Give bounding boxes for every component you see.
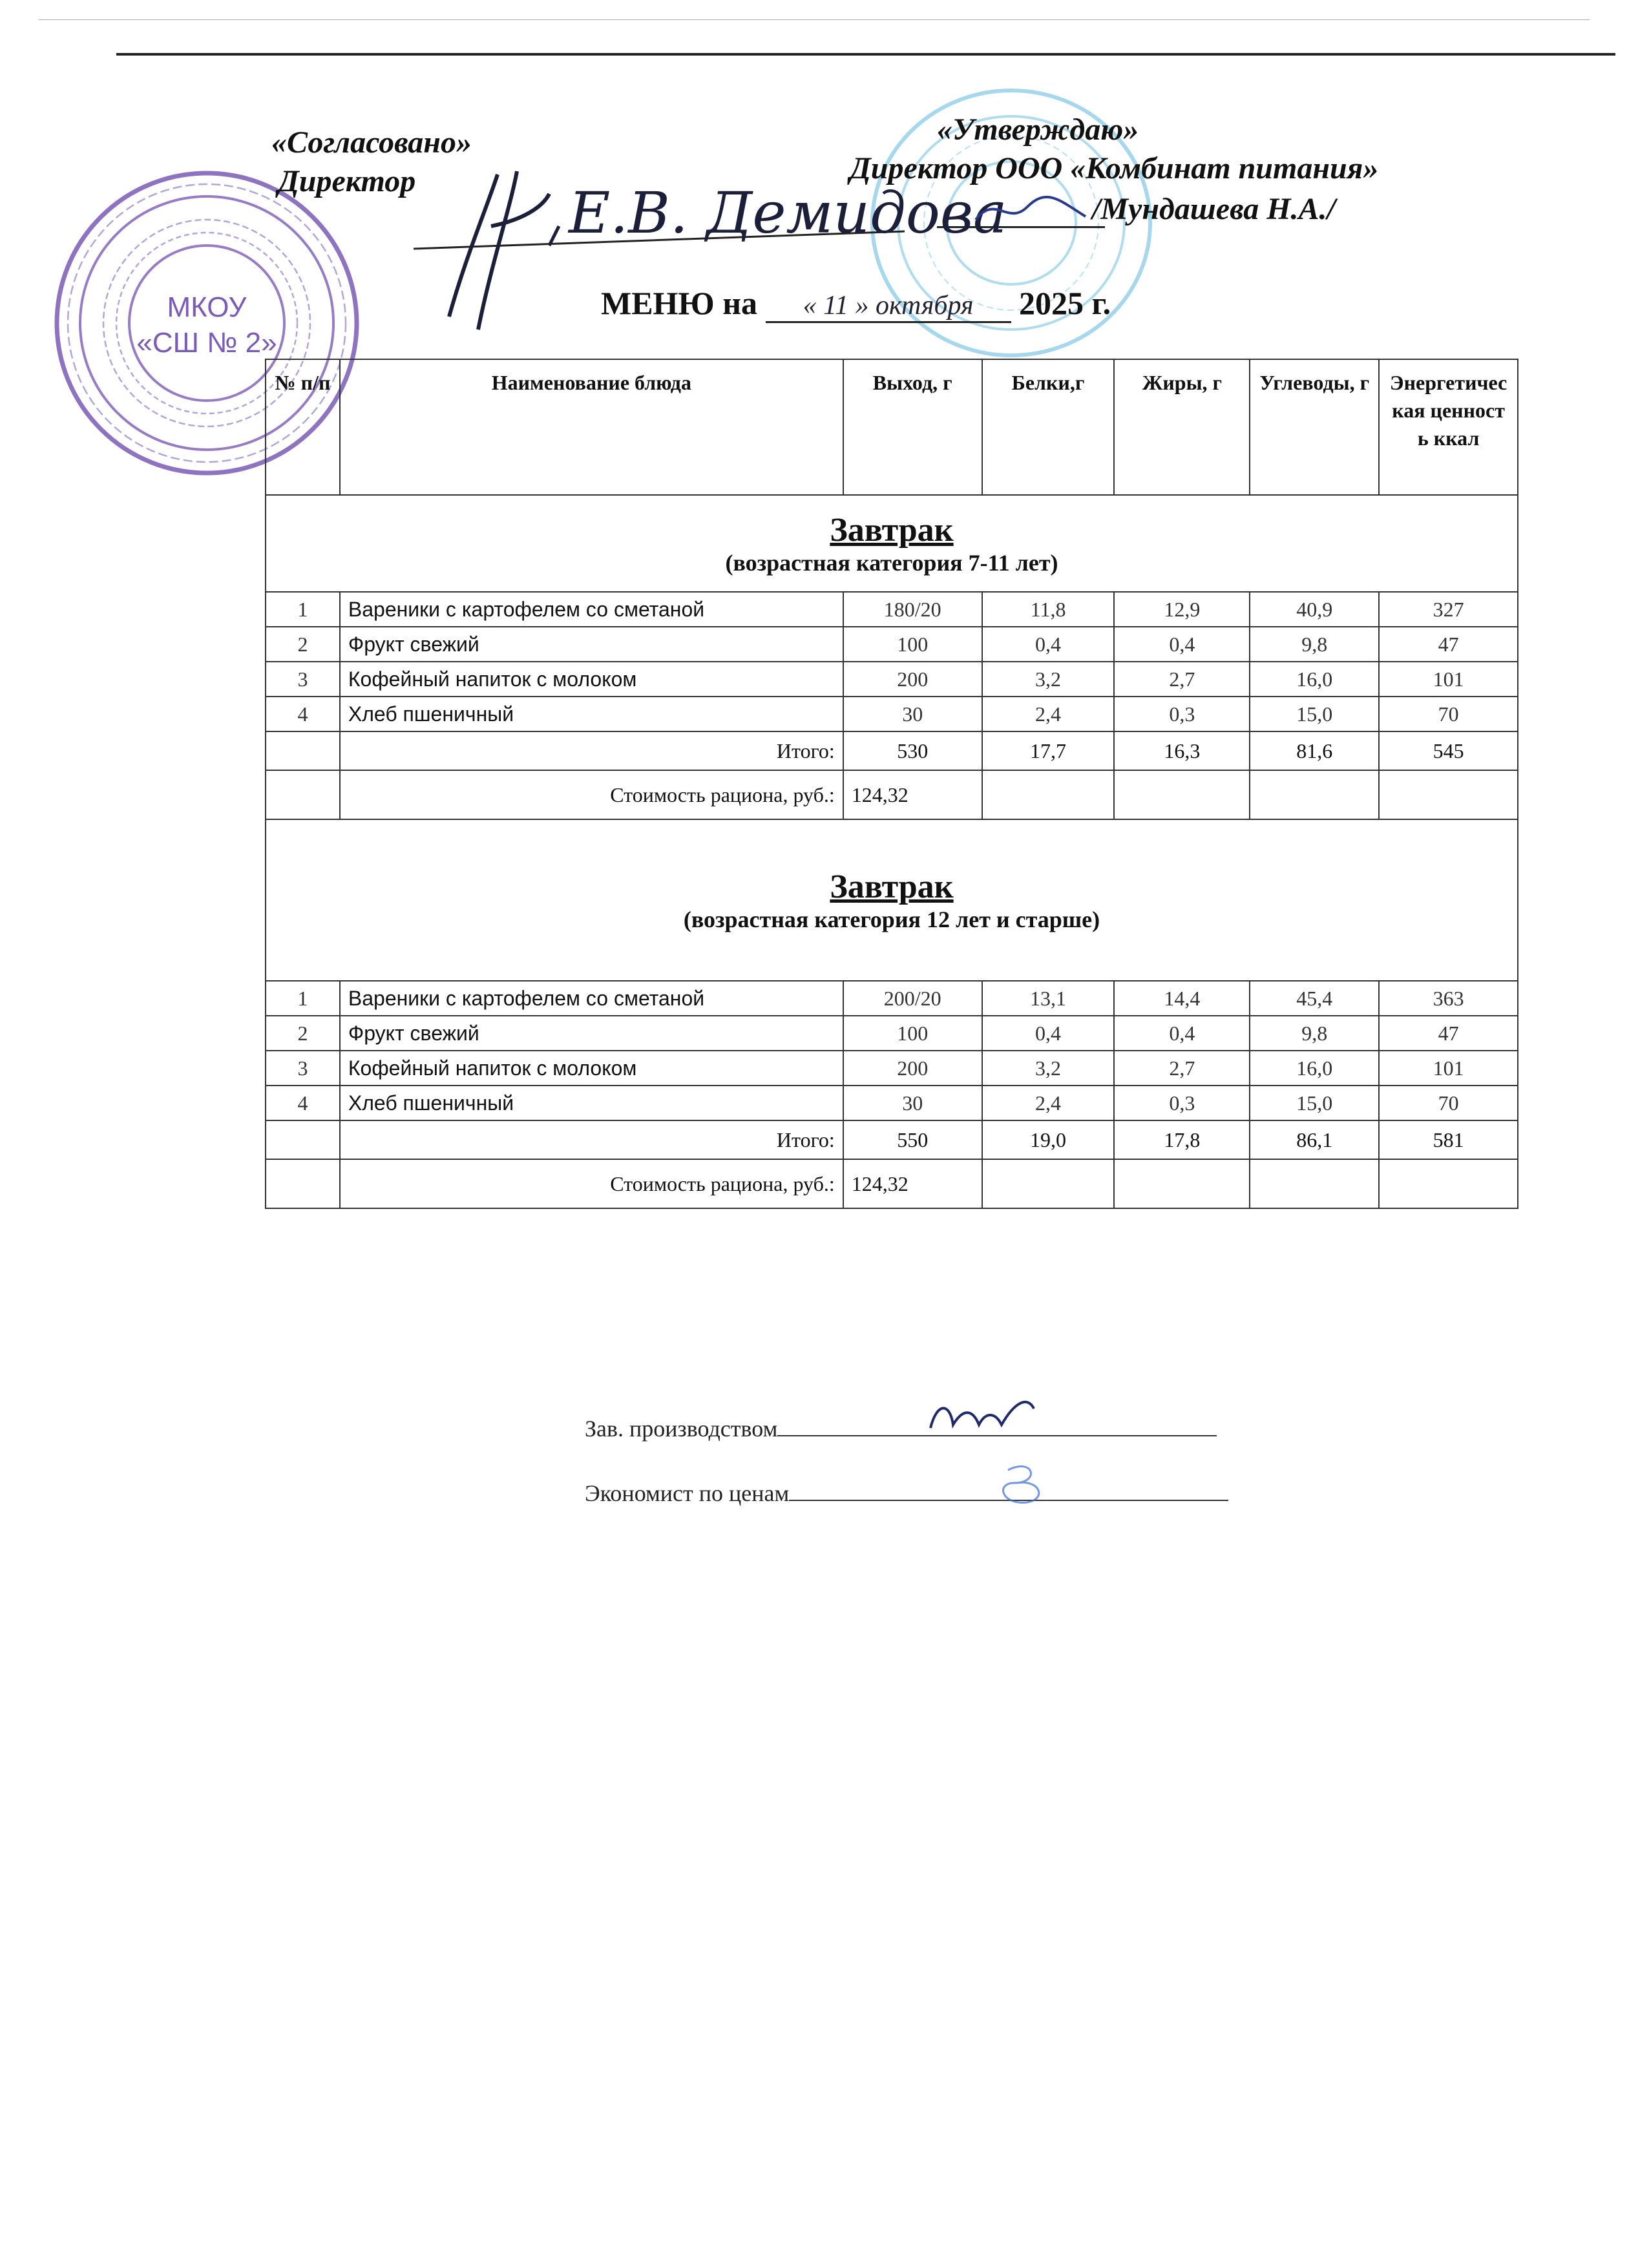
cost-row — [266, 1159, 1518, 1208]
footer-economist — [585, 1480, 1228, 1507]
cell-fat: 0,3 — [1114, 697, 1250, 731]
cell-carbs: 16,0 — [1250, 662, 1379, 697]
cell-fat: 0,3 — [1114, 1086, 1250, 1120]
cell-kcal: 363 — [1379, 981, 1518, 1016]
cell-carbs: 9,8 — [1250, 1016, 1379, 1051]
table-header-row — [266, 359, 1518, 495]
cell-kcal: 327 — [1379, 592, 1518, 627]
menu-title — [601, 284, 1111, 323]
cell-yield: 180/20 — [843, 592, 982, 627]
cell-n: 3 — [266, 662, 340, 697]
cell-protein: 13,1 — [982, 981, 1115, 1016]
cell-yield: 200/20 — [843, 981, 982, 1016]
menu-table — [265, 359, 1518, 1209]
cell-empty — [1379, 770, 1518, 819]
cell-name: Кофейный напиток с молоком — [340, 662, 843, 697]
cell-n: 1 — [266, 981, 340, 1016]
cell-n: 3 — [266, 1051, 340, 1086]
cell-yield: 100 — [843, 627, 982, 662]
total-carbs: 86,1 — [1250, 1120, 1379, 1159]
menu-date-handwritten: « 11 » октября — [766, 290, 1011, 323]
scan-edge-line — [39, 19, 1590, 20]
cell-fat: 2,7 — [1114, 1051, 1250, 1086]
cell-n: 2 — [266, 1016, 340, 1051]
col-header-name: Наименование блюда — [340, 359, 843, 495]
stamp-center-bottom: «СШ № 2» — [136, 327, 277, 359]
table-row — [266, 592, 1518, 627]
total-kcal: 545 — [1379, 731, 1518, 770]
cell-yield: 30 — [843, 1086, 982, 1120]
col-header-yield: Выход, г — [843, 359, 982, 495]
agreed-label: «Согласовано» — [271, 125, 472, 160]
cell-kcal: 70 — [1379, 1086, 1518, 1120]
cell-carbs: 40,9 — [1250, 592, 1379, 627]
cell-protein: 3,2 — [982, 662, 1115, 697]
total-fat: 16,3 — [1114, 731, 1250, 770]
cell-name: Фрукт свежий — [340, 627, 843, 662]
cell-fat: 0,4 — [1114, 627, 1250, 662]
cell-name: Фрукт свежий — [340, 1016, 843, 1051]
top-rule — [116, 53, 1615, 56]
cell-protein: 11,8 — [982, 592, 1115, 627]
col-header-fat: Жиры, г — [1114, 359, 1250, 495]
total-yield: 530 — [843, 731, 982, 770]
cell-empty — [266, 731, 340, 770]
table-body — [266, 495, 1518, 1208]
cell-kcal: 101 — [1379, 1051, 1518, 1086]
cell-carbs: 45,4 — [1250, 981, 1379, 1016]
cell-name: Хлеб пшеничный — [340, 697, 843, 731]
table-row — [266, 1016, 1518, 1051]
col-header-n: № п/п — [266, 359, 340, 495]
cell-fat: 0,4 — [1114, 1016, 1250, 1051]
cell-n: 4 — [266, 1086, 340, 1120]
total-fat: 17,8 — [1114, 1120, 1250, 1159]
cell-n: 1 — [266, 592, 340, 627]
menu-title-prefix: МЕНЮ на — [601, 285, 758, 321]
approve-name: /Мундашева Н.А./ — [1092, 192, 1336, 226]
footer-economist-label: Экономист по ценам — [585, 1480, 790, 1506]
approve-label: «Утверждаю» — [937, 112, 1139, 147]
stamp-center-top: МКОУ — [167, 291, 247, 323]
economist-signature — [995, 1457, 1053, 1509]
cell-empty — [266, 1159, 340, 1208]
cell-name: Вареники с картофелем со сметаной — [340, 981, 843, 1016]
cell-yield: 30 — [843, 697, 982, 731]
cell-yield: 200 — [843, 662, 982, 697]
cell-protein: 0,4 — [982, 627, 1115, 662]
table-row — [266, 1086, 1518, 1120]
production-signature — [924, 1389, 1053, 1441]
cell-kcal: 47 — [1379, 1016, 1518, 1051]
total-label: Итого: — [340, 731, 843, 770]
section-header-row — [266, 495, 1518, 592]
cell-carbs: 15,0 — [1250, 1086, 1379, 1120]
col-header-kcal: Энергетическая ценность ккал — [1379, 359, 1518, 495]
cell-empty — [266, 1120, 340, 1159]
cell-fat: 14,4 — [1114, 981, 1250, 1016]
total-kcal: 581 — [1379, 1120, 1518, 1159]
section-header-row — [266, 819, 1518, 981]
cost-label: Стоимость рациона, руб.: — [340, 770, 843, 819]
total-row — [266, 1120, 1518, 1159]
cost-value: 124,32 — [843, 770, 982, 819]
cell-name: Вареники с картофелем со сметаной — [340, 592, 843, 627]
cost-label: Стоимость рациона, руб.: — [340, 1159, 843, 1208]
approve-role: Директор ООО «Комбинат питания» — [850, 151, 1379, 185]
cell-kcal: 47 — [1379, 627, 1518, 662]
total-protein: 19,0 — [982, 1120, 1115, 1159]
cell-name: Кофейный напиток с молоком — [340, 1051, 843, 1086]
col-header-protein: Белки,г — [982, 359, 1115, 495]
section-header — [266, 819, 1518, 981]
cell-yield: 100 — [843, 1016, 982, 1051]
table-row — [266, 662, 1518, 697]
cell-n: 4 — [266, 697, 340, 731]
cell-empty — [982, 770, 1115, 819]
cell-carbs: 16,0 — [1250, 1051, 1379, 1086]
section-subtitle: (возрастная категория 12 лет и старше) — [683, 906, 1100, 932]
cell-empty — [1114, 770, 1250, 819]
cell-protein: 2,4 — [982, 697, 1115, 731]
menu-title-year: 2025 г. — [1019, 285, 1111, 321]
cell-fat: 2,7 — [1114, 662, 1250, 697]
col-header-carbs: Углеводы, г — [1250, 359, 1379, 495]
cost-value: 124,32 — [843, 1159, 982, 1208]
cell-empty — [1250, 1159, 1379, 1208]
cell-carbs: 15,0 — [1250, 697, 1379, 731]
table-row — [266, 981, 1518, 1016]
cell-protein: 3,2 — [982, 1051, 1115, 1086]
cell-empty — [982, 1159, 1115, 1208]
cell-name: Хлеб пшеничный — [340, 1086, 843, 1120]
cell-empty — [266, 770, 340, 819]
total-protein: 17,7 — [982, 731, 1115, 770]
cell-protein: 2,4 — [982, 1086, 1115, 1120]
cell-protein: 0,4 — [982, 1016, 1115, 1051]
total-yield: 550 — [843, 1120, 982, 1159]
cell-kcal: 101 — [1379, 662, 1518, 697]
footer-production — [585, 1415, 1217, 1442]
table-row — [266, 1051, 1518, 1086]
cost-row — [266, 770, 1518, 819]
cell-empty — [1114, 1159, 1250, 1208]
cell-empty — [1379, 1159, 1518, 1208]
cell-fat: 12,9 — [1114, 592, 1250, 627]
section-title: Завтрак — [830, 511, 954, 549]
cell-empty — [1250, 770, 1379, 819]
total-carbs: 81,6 — [1250, 731, 1379, 770]
approver-signature — [969, 187, 1098, 239]
table-row — [266, 697, 1518, 731]
table-row — [266, 627, 1518, 662]
section-header — [266, 495, 1518, 592]
footer-production-label: Зав. производством — [585, 1416, 778, 1442]
total-row — [266, 731, 1518, 770]
cell-yield: 200 — [843, 1051, 982, 1086]
cell-n: 2 — [266, 627, 340, 662]
total-label: Итого: — [340, 1120, 843, 1159]
cell-kcal: 70 — [1379, 697, 1518, 731]
section-subtitle: (возрастная категория 7-11 лет) — [725, 549, 1058, 576]
cell-carbs: 9,8 — [1250, 627, 1379, 662]
agreed-role: Директор — [278, 164, 416, 198]
director-name-handwritten: Е.В. Демидова — [569, 180, 1007, 246]
section-title: Завтрак — [830, 868, 954, 905]
